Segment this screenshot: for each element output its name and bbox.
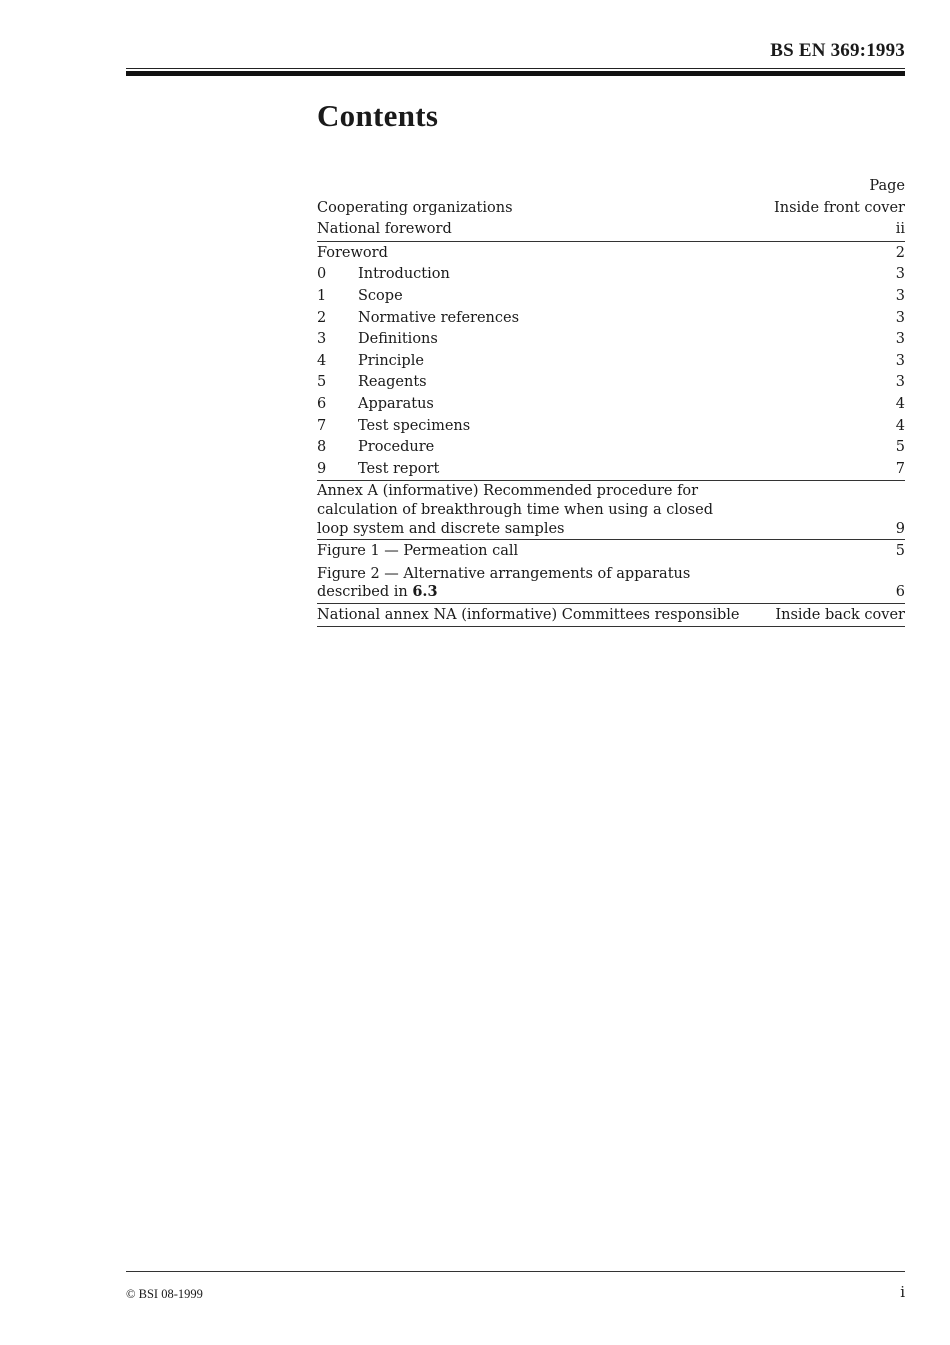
document-id: BS EN 369:1993 bbox=[770, 40, 905, 61]
toc-entry-text: Foreword bbox=[317, 244, 388, 261]
clause-title: Procedure bbox=[358, 439, 435, 456]
toc-entry-clause[interactable] bbox=[317, 286, 905, 308]
toc-entry-page: 3 bbox=[895, 287, 905, 304]
clause-number: 9 bbox=[317, 460, 327, 477]
toc-entry-page: 3 bbox=[895, 266, 905, 283]
toc-entry-text: National foreword bbox=[317, 221, 452, 238]
clause-title: Test specimens bbox=[358, 417, 471, 434]
clause-number: 4 bbox=[317, 352, 327, 369]
clause-title: Principle bbox=[358, 352, 424, 369]
footer-rule bbox=[126, 1271, 905, 1272]
clause-title: Definitions bbox=[358, 331, 438, 348]
toc-entry-page: 7 bbox=[895, 460, 905, 477]
toc-entry-page: 5 bbox=[895, 543, 905, 560]
clause-number: 7 bbox=[317, 417, 327, 434]
toc-entry-page: 2 bbox=[895, 244, 905, 261]
page-column-header: Page bbox=[869, 178, 905, 194]
toc-entry-page: 3 bbox=[895, 374, 905, 391]
toc-entry-clause[interactable] bbox=[317, 351, 905, 373]
clause-title: Normative references bbox=[358, 309, 520, 326]
toc-entry-figure-1[interactable] bbox=[317, 539, 905, 563]
annex-a-line-2: calculation of breakthrough time when using a closed bbox=[317, 501, 713, 518]
toc-entry-clause[interactable] bbox=[317, 329, 905, 351]
toc-entry-clause[interactable] bbox=[317, 264, 905, 286]
clause-number: 0 bbox=[317, 266, 327, 283]
toc-entry-page: 5 bbox=[895, 439, 905, 456]
figure-2-clause-ref: 6.3 bbox=[412, 583, 438, 601]
toc-entry-national-annex[interactable] bbox=[317, 603, 905, 628]
clause-number: 2 bbox=[317, 309, 327, 326]
toc-entry-text: Figure 1 — Permeation call bbox=[317, 543, 519, 560]
header-rule-thin bbox=[126, 68, 905, 69]
clause-number: 1 bbox=[317, 287, 327, 304]
toc-entry-page: 4 bbox=[895, 395, 905, 412]
clause-title: Reagents bbox=[358, 374, 427, 391]
toc-entry-cooperating-organizations[interactable] bbox=[317, 198, 905, 220]
header-rule-thick bbox=[126, 71, 905, 76]
toc-entry-clause[interactable] bbox=[317, 437, 905, 459]
copyright-notice: © BSI 08-1999 bbox=[126, 1287, 203, 1301]
table-of-contents bbox=[317, 176, 905, 627]
toc-entry-text: National annex NA (informative) Committees responsible bbox=[317, 606, 740, 623]
toc-entry-clause[interactable] bbox=[317, 394, 905, 416]
clause-title: Introduction bbox=[358, 266, 450, 283]
toc-entry-clause[interactable] bbox=[317, 416, 905, 438]
toc-entry-page: 6 bbox=[895, 584, 905, 601]
toc-entry-clause[interactable] bbox=[317, 459, 905, 481]
annex-a-line-3: loop system and discrete samples bbox=[317, 520, 565, 537]
toc-entry-clause[interactable] bbox=[317, 308, 905, 330]
figure-2-line-1: Figure 2 — Alternative arrangements of apparatus bbox=[317, 565, 691, 582]
toc-entry-national-foreword[interactable] bbox=[317, 219, 905, 241]
figure-2-line-2-prefix: described in bbox=[317, 584, 413, 601]
toc-entry-figure-2[interactable] bbox=[317, 563, 905, 603]
toc-entry-page: 3 bbox=[895, 331, 905, 348]
toc-entry-clause[interactable] bbox=[317, 372, 905, 394]
toc-entry-page: 9 bbox=[895, 520, 905, 537]
toc-entry-page: 4 bbox=[895, 417, 905, 434]
toc-entry-page: Inside back cover bbox=[775, 606, 905, 623]
clause-title: Scope bbox=[358, 287, 403, 304]
page-number: i bbox=[900, 1283, 905, 1301]
clause-number: 3 bbox=[317, 331, 327, 348]
annex-a-line-1: Annex A (informative) Recommended procedure for bbox=[317, 483, 699, 500]
toc-entry-foreword[interactable] bbox=[317, 241, 905, 265]
toc-entry-page: ii bbox=[895, 221, 905, 238]
page-title: Contents bbox=[317, 98, 439, 133]
clause-number: 6 bbox=[317, 395, 327, 412]
clause-number: 8 bbox=[317, 439, 327, 456]
toc-entry-annex-a[interactable] bbox=[317, 480, 905, 539]
toc-entry-text: Cooperating organizations bbox=[317, 199, 513, 216]
clause-title: Apparatus bbox=[358, 395, 434, 412]
toc-entry-page: 3 bbox=[895, 352, 905, 369]
clause-title: Test report bbox=[358, 460, 440, 477]
toc-entry-page: 3 bbox=[895, 309, 905, 326]
toc-entry-page: Inside front cover bbox=[774, 199, 905, 216]
clause-number: 5 bbox=[317, 374, 327, 391]
